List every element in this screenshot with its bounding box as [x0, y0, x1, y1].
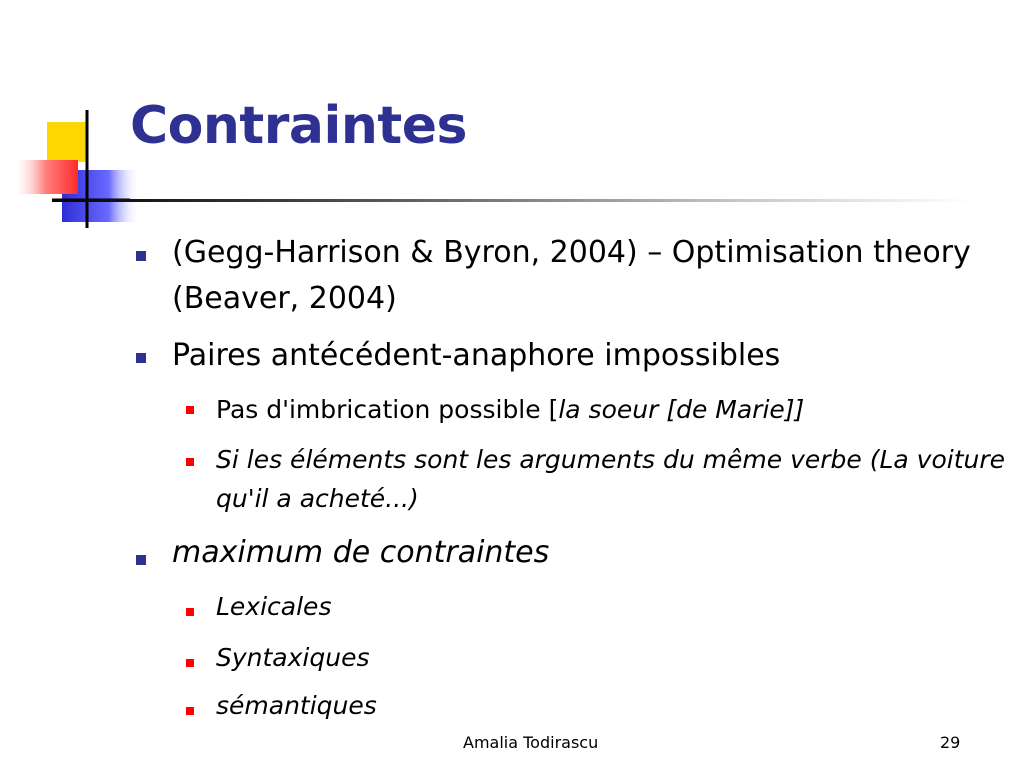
bullet-text: maximum de contraintes — [172, 535, 550, 570]
list-item — [216, 390, 1006, 429]
bullet-text: Lexicales — [216, 592, 332, 621]
bullet-square-red — [186, 406, 194, 414]
bullet-text: sémantiques — [216, 691, 377, 720]
bullet-square-red — [186, 707, 194, 715]
bullet-square-red — [186, 659, 194, 667]
bullet-text-plain: Pas d'imbrication possible [ — [216, 395, 559, 424]
page-number: 29 — [940, 733, 961, 752]
bullet-square-red — [186, 608, 194, 616]
bullet-square-blue — [136, 555, 146, 565]
bullet-text: Si les éléments sont les arguments du même verbe (La voiture qu'il a acheté...) — [216, 445, 1006, 513]
bullet-text: Paires antécédent-anaphore impossibles — [172, 338, 781, 373]
bullet-text: Syntaxiques — [216, 643, 370, 672]
footer-author: Amalia Todirascu — [463, 733, 599, 752]
bullet-text-italic: la soeur [de Marie]] — [558, 395, 805, 424]
slide-title: Contraintes — [130, 96, 467, 156]
bullet-square-red — [186, 458, 194, 466]
bullet-square-blue — [136, 251, 146, 261]
bullet-square-blue — [136, 353, 146, 363]
bullet-text: (Gegg-Harrison & Byron, 2004) – Optimisation theory (Beaver, 2004) — [172, 235, 971, 316]
